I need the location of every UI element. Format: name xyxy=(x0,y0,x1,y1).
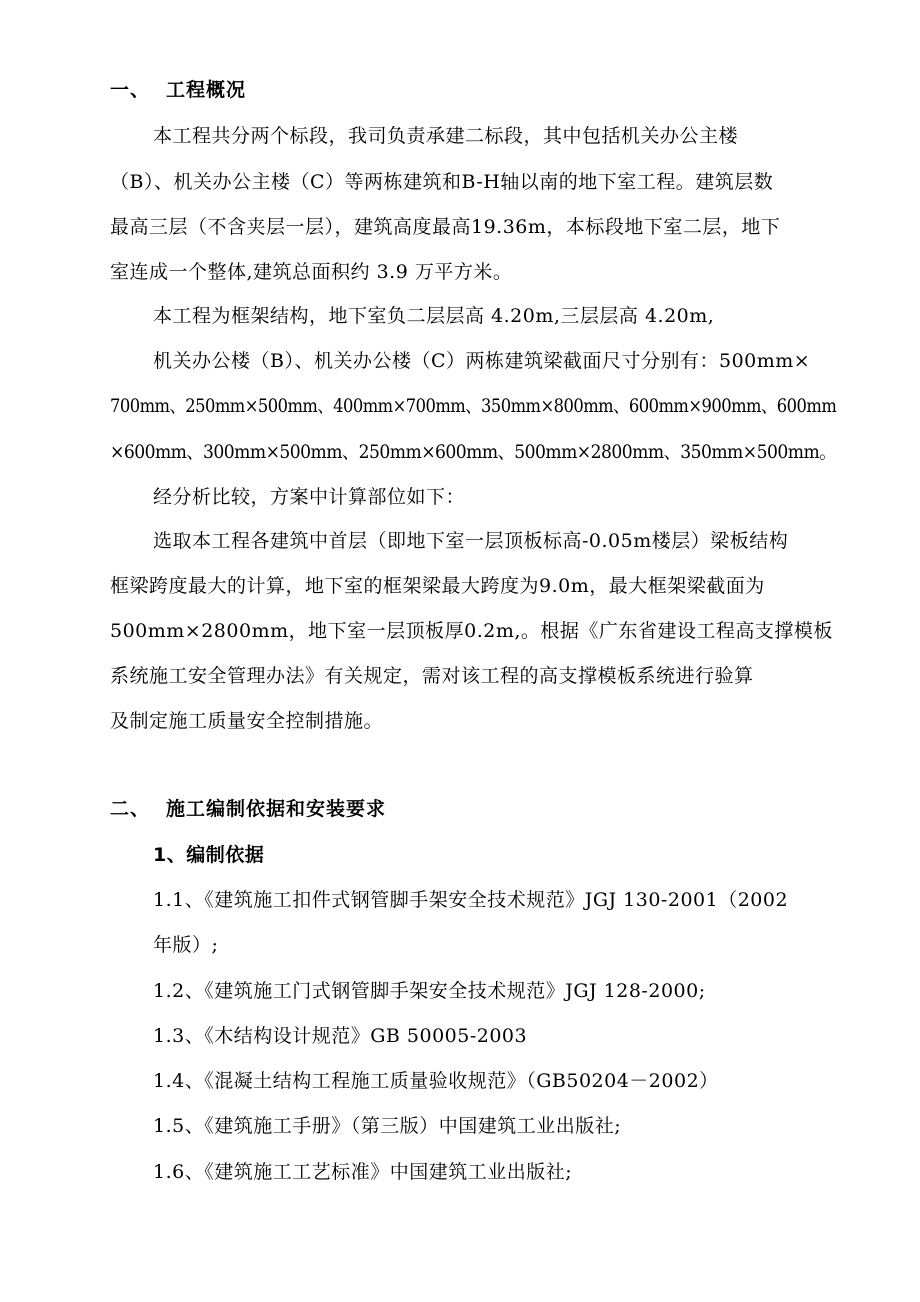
para3-line1: 机关办公楼（B）、机关办公楼（C）两栋建筑梁截面尺寸分别有：500mm× xyxy=(153,350,811,372)
para3-line2: 700mm、250mm×500mm、400mm×700mm、350mm×800mm、600mm×900mm、600mm xyxy=(110,395,837,417)
para1-line1: 本工程共分两个标段，我司负责承建二标段，其中包括机关办公主楼 xyxy=(153,125,739,147)
ref-1-3: 1.3、《木结构设计规范》GB 50005-2003 xyxy=(153,1025,528,1047)
section2-sub1: 1、编制依据 xyxy=(153,844,265,866)
section1-number: 一、 xyxy=(110,79,151,101)
para1-line3: 最高三层（不含夹层一层），建筑高度最高19.36m，本标段地下室二层，地下 xyxy=(110,216,781,238)
para5-line5: 及制定施工质量安全控制措施。 xyxy=(110,710,384,732)
ref-1-1-cont: 年版）; xyxy=(153,934,219,956)
para3-line3: ×600mm、300mm×500mm、250mm×600mm、500mm×2800mm、350mm×500mm。 xyxy=(110,441,836,463)
para5-line3: 500mm×2800mm，地下室一层顶板厚0.2m,。根据《广东省建设工程高支撑模板 xyxy=(110,620,833,642)
section2-number: 二、 xyxy=(110,798,151,820)
ref-1-4: 1.4、《混凝土结构工程施工质量验收规范》（GB50204－2002） xyxy=(153,1070,719,1092)
section2-heading xyxy=(110,797,386,821)
ref-1-5: 1.5、《建筑施工手册》（第三版）中国建筑工业出版社; xyxy=(153,1115,622,1137)
ref-1-2: 1.2、《建筑施工门式钢管脚手架安全技术规范》JGJ 128-2000; xyxy=(153,980,706,1002)
section1-title: 工程概况 xyxy=(166,79,247,101)
ref-1-6: 1.6、《建筑施工工艺标准》中国建筑工业出版社; xyxy=(153,1161,573,1183)
section1-heading xyxy=(110,78,246,102)
para4-line1: 经分析比较，方案中计算部位如下： xyxy=(153,486,466,508)
para2-line1: 本工程为框架结构，地下室负二层层高 4.20m,三层层高 4.20m, xyxy=(153,305,715,327)
para1-line4: 室连成一个整体,建筑总面积约 3.9 万平方米。 xyxy=(110,261,513,283)
para5-line1: 选取本工程各建筑中首层（即地下室一层顶板标高-0.05m楼层）梁板结构 xyxy=(153,530,789,552)
para5-line4: 系统施工安全管理办法》有关规定，需对该工程的高支撑模板系统进行验算 xyxy=(110,665,754,687)
para1-line2: （B）、机关办公主楼（C）等两栋建筑和B-H轴以南的地下室工程。建筑层数 xyxy=(110,171,774,193)
section2-title: 施工编制依据和安装要求 xyxy=(166,798,387,820)
para5-line2: 框梁跨度最大的计算，地下室的框架梁最大跨度为9.0m，最大框架梁截面为 xyxy=(110,575,765,597)
ref-1-1: 1.1、《建筑施工扣件式钢管脚手架安全技术规范》JGJ 130-2001（2002 xyxy=(153,889,789,911)
